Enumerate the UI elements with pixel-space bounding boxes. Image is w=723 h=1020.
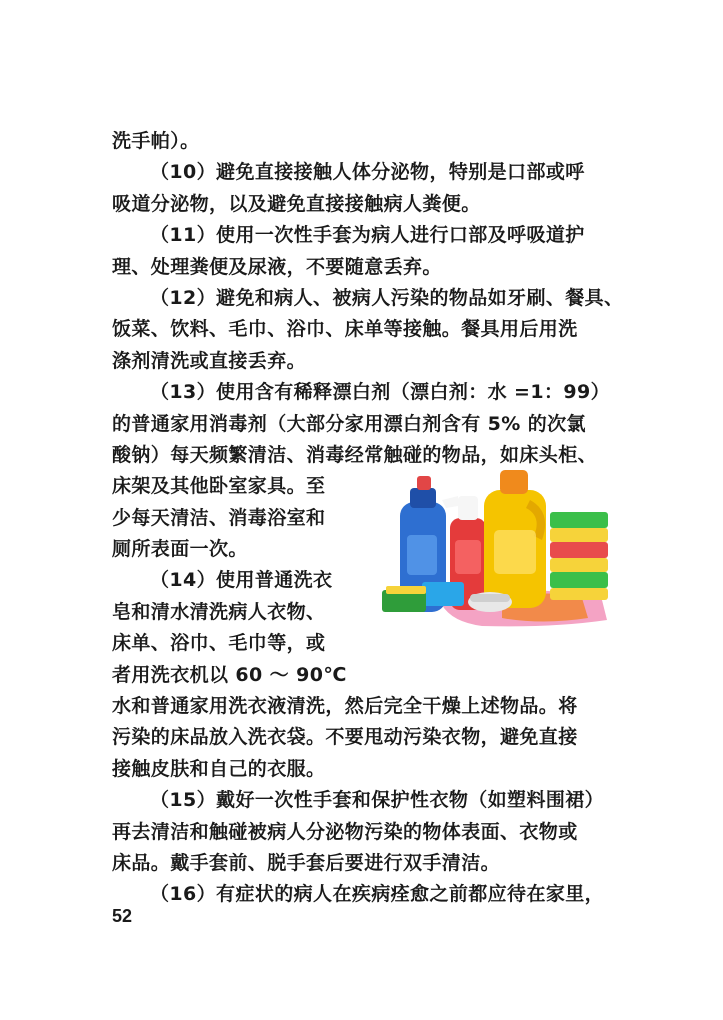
yellow-sponge	[386, 586, 426, 594]
text-line: 床架及其他卧室家具。至	[112, 475, 326, 498]
brush	[468, 592, 512, 612]
text-line: 皂和清水清洗病人衣物、	[112, 600, 326, 623]
text-line: （15）戴好一次性手套和保护性衣物（如塑料围裙）	[150, 789, 605, 812]
text-line: （16）有症状的病人在疾病痊愈之前都应待在家里，	[150, 883, 605, 906]
yellow-jug	[484, 470, 546, 608]
text-line: 少每天清洁、消毒浴室和	[112, 506, 326, 529]
text-line: 水和普通家用洗衣液清洗，然后完全干燥上述物品。将	[112, 695, 578, 718]
text-line: 床品。戴手套前、脱手套后要进行双手清洁。	[112, 851, 501, 874]
text-line: 床单、浴巾、毛巾等，或	[112, 632, 326, 655]
text-line: 接触皮肤和自己的衣服。	[112, 757, 326, 780]
text-line: 饭菜、饮料、毛巾、浴巾、床单等接触。餐具用后用洗	[112, 318, 578, 341]
page-number: 52	[112, 906, 133, 926]
sponge-stack	[550, 512, 608, 600]
text-line: 厕所表面一次。	[112, 538, 248, 561]
cleaning-supplies-illustration	[362, 460, 622, 630]
text-line: 再去清洁和触碰被病人分泌物污染的物体表面、衣物或	[112, 820, 578, 843]
text-line: 的普通家用消毒剂（大部分家用漂白剂含有 5% 的次氯	[112, 412, 586, 435]
text-line: （10）避免直接接触人体分泌物，特别是口部或呼	[150, 161, 585, 184]
text-line: （14）使用普通洗衣	[150, 569, 333, 592]
text-line: 涤剂清洗或直接丢弃。	[112, 349, 307, 372]
text-line: 酸钠）每天频繁清洁、消毒经常触碰的物品，如床头柜、	[112, 443, 598, 466]
text-line: 吸道分泌物，以及避免直接接触病人粪便。	[112, 192, 481, 215]
text-line: （11）使用一次性手套为病人进行口部及呼吸道护	[150, 224, 585, 247]
text-line: 洗手帕）。	[112, 130, 200, 152]
text-line: 污染的床品放入洗衣袋。不要甩动污染衣物，避免直接	[112, 726, 578, 749]
text-line: 者用洗衣机以 60 ～ 90℃	[112, 663, 347, 686]
text-line: 理、处理粪便及尿液，不要随意丢弃。	[112, 255, 442, 278]
blue-sponge	[422, 582, 464, 606]
text-line: （13）使用含有稀释漂白剂（漂白剂：水 =1：99）	[150, 381, 611, 404]
text-line: （12）避免和病人、被病人污染的物品如牙刷、餐具、	[150, 286, 624, 309]
